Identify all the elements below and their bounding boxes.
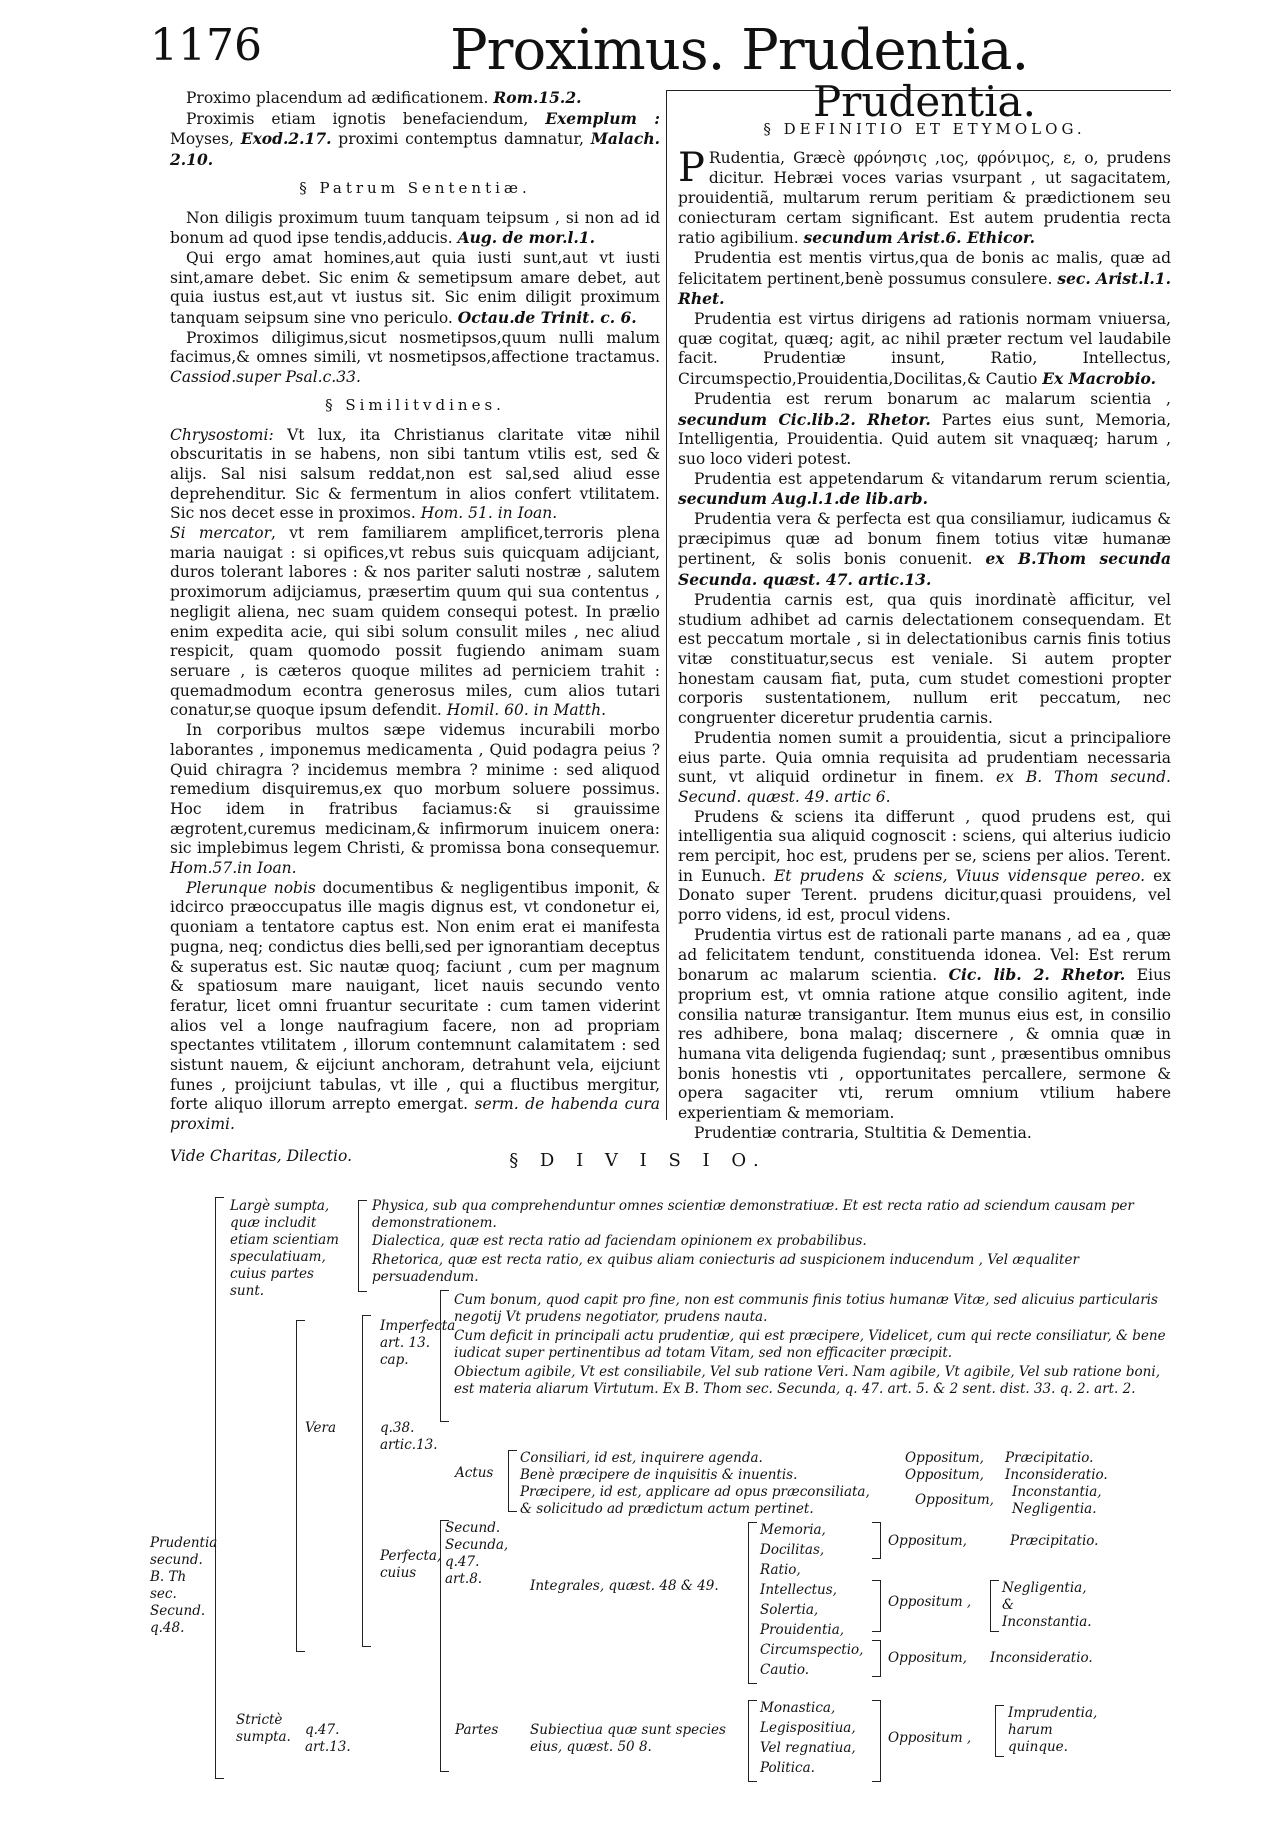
paragraph: Prudentia nomen sumit a prouidentia, sicut a principaliore eius parte. Quia omnia requisita ad prudentiam necessaria sunt, vt aliquid ordinetur in finem. ex B. Thom secund. Secund. quæst. 49. artic 6. bbox=[678, 728, 1171, 806]
tree-opposite-value: Negligentia, & Inconstantia. bbox=[1002, 1580, 1092, 1630]
tree-large-sumpta: Largè sumpta, quæ includit etiam scientiam speculatiuam, cuius partes sunt. bbox=[230, 1198, 339, 1299]
tree-subiectiua-item: Legispositiua, bbox=[760, 1720, 856, 1736]
brace bbox=[748, 1700, 757, 1782]
paragraph: Prudentia est virtus dirigens ad rationis normam vniuersa, quæ cogitat, quæq; agit, ac nihil præter rectum vel laudabile facit. Prudentiæ insunt, Ratio, Intellectus, Circumspectio,Prouidentia,Docilitas,& Cautio Ex Macrobio. bbox=[678, 310, 1171, 389]
tree-oppositum: Oppositum, bbox=[905, 1467, 984, 1483]
tree-actus: Actus bbox=[455, 1465, 494, 1481]
tree-oppositum: Oppositum, bbox=[888, 1650, 967, 1666]
drop-cap: P bbox=[678, 145, 705, 192]
paragraph: Prudens & sciens ita differunt , quod prudens est, qui intelligentia sua aliquid cognoscit : sciens, qui alterius iudicio rem percipit, hoc est, prudens per se, sciens per alios. Terent. in Eunuch. Et prudens & sciens, Viuus vidensque pereo. ex Donato super Terent. prudens dicitur,quasi prouidens, vel porro videns, id est, procul videns. bbox=[678, 807, 1172, 925]
brace bbox=[872, 1640, 881, 1677]
brace bbox=[872, 1580, 881, 1632]
paragraph: In corporibus multos sæpe videmus incurabili morbo laborantes , imponemus medicamenta , Quid podagra peius ? Quid chiragra ? incidemus membra ? minime : sed aliquod remedium disquiremus,ex quo morbum soluere possimus. Hoc idem in fratribus faciamus:& si grauissime ægrotent,curemus medicinam,& infirmorum inuicem onera: sic implebimus legem Christi, & promissa bona consequemur. Hom.57.in Ioan. bbox=[170, 721, 660, 878]
brace bbox=[995, 1705, 1004, 1757]
tree-subiectiua-item: Vel regnatiua, bbox=[760, 1740, 856, 1756]
tree-large-item: Rhetorica, quæ est recta ratio, ex quibus aliam coniecturis ad suspicionem inducendum , Vel æqualiter persuadendum. bbox=[372, 1252, 1079, 1285]
tree-stricte: Strictè sumpta. bbox=[236, 1712, 291, 1745]
section-heading-patrum: § Patrum Sententiæ. bbox=[299, 178, 531, 197]
tree-integral-item: Intellectus, bbox=[760, 1582, 837, 1598]
tree-integral-item: Cautio. bbox=[760, 1662, 809, 1678]
brace bbox=[215, 1197, 224, 1779]
section-heading-similitudines: § Similitvdines. bbox=[325, 395, 505, 414]
tree-opposite-value: Inconsideratio. bbox=[1005, 1467, 1108, 1483]
tree-perfecta: Perfecta, cuius bbox=[380, 1548, 442, 1581]
paragraph: Qui ergo amat homines,aut quia iusti sunt,aut vt iusti sint,amare debet. Sic enim & semetipsum amare debet, aut quia iustus est,aut vt iustus sit. Sic enim diligit proximum tanquam seipsum sine vno periculo. Octau.de Trinit. c. 6. bbox=[170, 248, 660, 328]
tree-opposite-value: Inconsideratio. bbox=[990, 1650, 1093, 1666]
tree-q47: q.47. art.13. bbox=[305, 1722, 351, 1755]
tree-secund: Secund. Secunda, q.47. art.8. bbox=[445, 1520, 509, 1587]
tree-integral-item: Memoria, bbox=[760, 1522, 826, 1538]
tree-integral-item: Prouidentia, bbox=[760, 1622, 845, 1638]
paragraph: Proximis etiam ignotis benefaciendum, Exemplum : Moyses, Exod.2.17. proximi contemptus damnatur, Malach. 2.10. bbox=[170, 108, 660, 170]
brace bbox=[872, 1522, 881, 1559]
section-heading-definitio: § DEFINITIO ET ETYMOLOG. bbox=[763, 119, 1086, 138]
paragraph: Non diligis proximum tuum tanquam teipsum , si non ad id bonum ad quod ipse tendis,adducis. Aug. de mor.l.1. bbox=[170, 208, 660, 248]
tree-actus-item: Præcipere, id est, applicare ad opus præconsiliata, & solicitudo ad prædictum actum pertinet. bbox=[520, 1484, 870, 1517]
tree-actus-item: Consiliari, id est, inquirere agenda. bbox=[520, 1450, 763, 1466]
tree-root: Prudentia secund. B. Th sec. Secund. q.48. bbox=[150, 1535, 218, 1636]
paragraph: Prudentia est rerum bonarum ac malarum scientia , secundum Cic.lib.2. Rhetor. Partes eius sunt, Memoria, Intelligentia, Prouidentia. Quid autem sit vnaquæq; harum , suo loco videri potest. bbox=[678, 389, 1171, 468]
left-column bbox=[170, 88, 660, 1167]
paragraph: Prudentia virtus est de rationali parte manans , ad ea , quæ ad felicitatem tendunt, constituenda idonea. Vel: Est rerum bonarum ac malarum scientia. Cic. lib. 2. Rhetor. Eius proprium est, vt omnia ratione atque consilio agitent, inde consilia naturæ transigantur. Item munus eius est, in consilio res adhibere, bona malaq; discernere , & omnia quæ in humana vita deligenda fugiendaq; sunt , præsentibus omnibus bonis honestis vti , opportunitates percallere, sermone & opera sagaciter vti, rerum omnium vtilium habere experientiam & memoriam. bbox=[678, 925, 1172, 1123]
paragraph: Chrysostomi: Vt lux, ita Christianus claritate vitæ nihil obscuritatis in se habens, non sibi tantum vtilis est, sed & alijs. Sal nisi salsum reddat,non est sal,sed aliud esse deprehenditur. Sic & fermentum in alios confert vtilitatem. Sic nos decet esse in proximos. Hom. 51. in Ioan. bbox=[170, 425, 660, 523]
tree-subiectiua: Subiectiua quæ sunt species eius, quæst. 50 8. bbox=[530, 1722, 726, 1755]
tree-vera: Vera bbox=[305, 1420, 337, 1436]
divisio-heading: § D I V I S I O. bbox=[509, 1150, 767, 1171]
brace bbox=[508, 1450, 517, 1512]
paragraph: Proximo placendum ad ædificationem. Rom.15.2. bbox=[186, 88, 582, 107]
tree-partes: Partes bbox=[455, 1722, 499, 1738]
tree-oppositum: Oppositum , bbox=[888, 1594, 972, 1610]
paragraph: Prudentia est mentis virtus,qua de bonis ac malis, quæ ad felicitatem pertinent,benè possumus consulere. sec. Arist.l.1. Rhet. bbox=[678, 248, 1171, 309]
section-title: Prudentia. bbox=[813, 77, 1036, 126]
paragraph: Proximos diligimus,sicut nosmetipsos,quum nulli malum facimus,& omnes simili, vt nosmetipsos,affectione tractamus. Cassiod.super Psal.c.33. bbox=[170, 328, 660, 387]
tree-imperfecta-item: Cum deficit in principali actu prudentiæ, qui est præcipere, Videlicet, cum qui recte consiliatur, & bene iudicat super pertinentibus ad totam Vitam, sed non efficaciter præcipit. bbox=[454, 1328, 1166, 1361]
cross-reference: Vide Charitas, Dilectio. bbox=[170, 1146, 352, 1165]
paragraph: Prudentia est appetendarum & vitandarum rerum scientia, secundum Aug.l.1.de lib.arb. bbox=[678, 469, 1171, 509]
tree-integral-item: Docilitas, bbox=[760, 1542, 825, 1558]
tree-oppositum: Oppositum , bbox=[888, 1730, 972, 1746]
brace bbox=[358, 1200, 367, 1292]
paragraph: Prudentia vera & perfecta est qua consiliamur, iudicamus & præcipimus quæ ad bonum finem totius vitæ humanæ pertinent, & solis bonis conuenit. ex B.Thom secunda Secunda. quæst. 47. artic.13. bbox=[678, 510, 1172, 590]
brace bbox=[440, 1520, 449, 1772]
tree-imperfecta-item: Cum bonum, quod capit pro fine, non est communis finis totius humanæ Vitæ, sed alicuius particularis negotij Vt prudens negotiator, prudens nauta. bbox=[454, 1292, 1158, 1325]
brace bbox=[362, 1315, 371, 1647]
tree-large-item: Physica, sub qua comprehenduntur omnes scientiæ demonstratiuæ. Et est recta ratio ad sciendum causam per demonstrationem. bbox=[372, 1198, 1134, 1231]
tree-integral-item: Circumspectio, bbox=[760, 1642, 864, 1658]
tree-opposite-value: Præcipitatio. bbox=[1005, 1450, 1094, 1466]
tree-imperfecta: Imperfecta art. 13. cap. bbox=[380, 1318, 456, 1368]
tree-opposite-value: Imprudentia, harum quinque. bbox=[1008, 1705, 1098, 1755]
tree-large-item: Dialectica, quæ est recta ratio ad faciendam opinionem ex probabilibus. bbox=[372, 1233, 867, 1249]
tree-oppositum: Oppositum, bbox=[915, 1492, 994, 1508]
tree-integrales: Integrales, quæst. 48 & 49. bbox=[530, 1578, 719, 1594]
tree-imperfecta-item: Obiectum agibile, Vt est consiliabile, Vel sub ratione Veri. Nam agibile, Vt agibile, Vel sub ratione boni, est materia aliarum Virtutum. Ex B. Thom sec. Secunda, q. 47. art. 5. & 2 sent. dist. 33. q. 2. art. 2. bbox=[454, 1364, 1160, 1397]
brace bbox=[872, 1700, 881, 1782]
tree-q38: q.38. artic.13. bbox=[380, 1420, 438, 1453]
right-column bbox=[678, 77, 1172, 1144]
paragraph: Plerunque nobis documentibus & negligentibus imponit, & idcirco præoccupatus ille magis dignus est, vt condonetur ei, quoniam a tentatore captus est. Non enim erat ei manifesta pugna, neq; condictus dies belli,sed per ignorantiam deceptus & superatus est. Sic nautæ quoq; faciunt , cum per magnum & spatiosum mare nauigant, licet nauis secundo vento feratur, licet omni fruantur securitate : cum tamen viderint alios vel a longe naufragium facere, non ad propriam spectantes vtilitatem , illorum contemnunt calamitatem : sed sistunt nauem, & eijciunt anchoram, detrahunt vela, eijciunt funes , proijciunt tabulas, vt ille , qui a fluctibus mergitur, forte aliquo illorum arrepto emergat. serm. de habenda cura proximi. bbox=[170, 878, 661, 1134]
page-number: 1176 bbox=[150, 20, 262, 71]
column-rule bbox=[666, 90, 667, 1120]
tree-integral-item: Solertia, bbox=[760, 1602, 819, 1618]
running-head: Proximus. Prudentia. bbox=[450, 18, 1029, 83]
paragraph: Prudentiæ contraria, Stultitia & Dementia. bbox=[694, 1123, 1032, 1142]
tree-actus-item: Benè præcipere de inquisitis & inuentis. bbox=[520, 1467, 798, 1483]
tree-subiectiua-item: Politica. bbox=[760, 1760, 815, 1776]
tree-oppositum: Oppositum, bbox=[888, 1533, 967, 1549]
brace bbox=[440, 1290, 449, 1422]
tree-opposite-value: Præcipitatio. bbox=[1010, 1533, 1099, 1549]
paragraph: P Rudentia, Græcè φρόνησις ,ιος, φρόνιμος, ε, ο, prudens dicitur. Hebræi voces varias vsurpant , ut sagacitatem, prouidentiã, multarum rerum peritiam & prædictionem seu coniecturam certam significant. Est autem prudentia recta ratio agibilium. secundum Arist.6. Ethicor. bbox=[678, 145, 1171, 248]
tree-opposite-value: Inconstantia, Negligentia. bbox=[1012, 1484, 1102, 1517]
brace bbox=[296, 1320, 305, 1652]
brace bbox=[748, 1522, 757, 1684]
tree-subiectiua-item: Monastica, bbox=[760, 1700, 836, 1716]
tree-oppositum: Oppositum, bbox=[905, 1450, 984, 1466]
paragraph: Si mercator, vt rem familiarem amplificet,terroris plena maria nauigat : si opifices,vt rebus suis quicquam adijciant, duros tolerant labores : & nos pariter saluti nostræ , salutem proximorum adijciamus, præsertim quum qui sua contentus , negligit aliena, nec suam quidem consequi potest. In prælio enim expedita acie, qui sibi solum consulit miles , nec aliud respicit, quam quomodo possit fugiendo animam suam seruare , is cæteros quoque milites ad perniciem trahit : quemadmodum econtra generosus miles, cum alios tutari conatur,se quoque ipsum defendit. Homil. 60. in Matth. bbox=[170, 524, 660, 720]
brace bbox=[990, 1580, 999, 1632]
tree-integral-item: Ratio, bbox=[760, 1562, 801, 1578]
paragraph: Prudentia carnis est, qua quis inordinatè afficitur, vel studium adhibet ad carnis delectationem consequendam. Et est peccatum mortale , si in delectationibus carnis finis totius vitæ constituatur,secus est veniale. Si autem propter honestam causam fiat, puta, cum studet comestioni propter corporis sustentationem, nullum erit peccatum, nec congruenter diceretur prudentia carnis. bbox=[678, 590, 1171, 728]
